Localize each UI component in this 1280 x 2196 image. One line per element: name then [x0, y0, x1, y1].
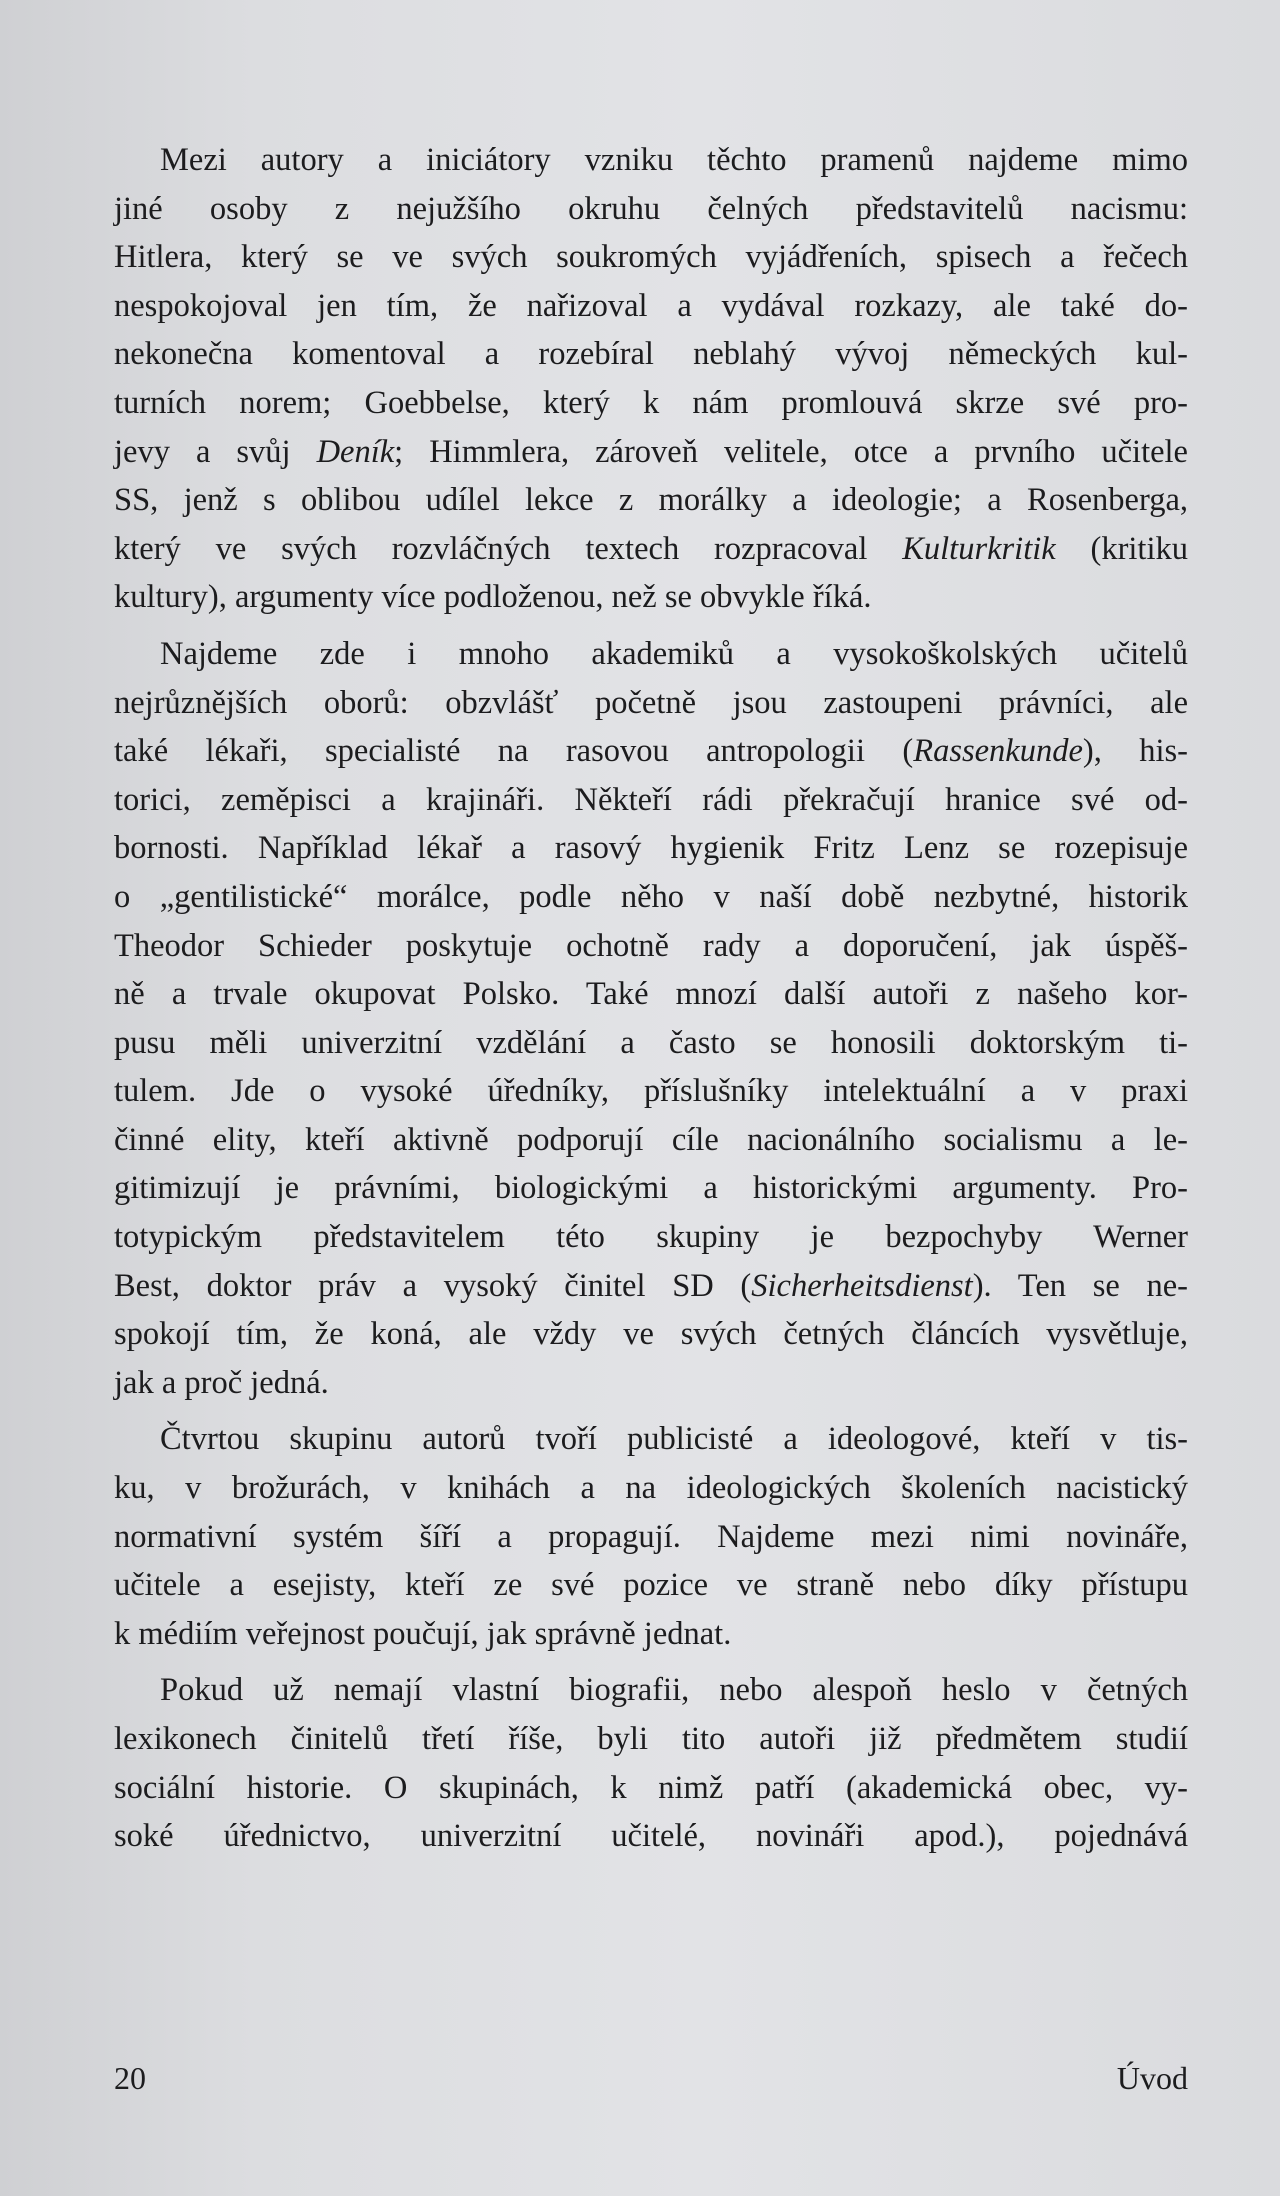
text-run: normativní systém šíří a propagují. Najdeme mezi nimi novináře, [114, 1518, 1188, 1555]
paragraph [114, 136, 1188, 622]
text-run: Theodor Schieder poskytuje ochotně rady a doporučení, jak úspěš- [114, 927, 1188, 964]
text-run: jak a proč jedná. [114, 1364, 329, 1401]
text-line [114, 1310, 1188, 1359]
text-line [114, 1359, 1188, 1408]
text-line [114, 136, 1188, 185]
paragraph [114, 1415, 1188, 1658]
text-line [114, 1764, 1188, 1813]
text-run: pusu měli univerzitní vzdělání a často se honosili doktorským ti- [114, 1024, 1188, 1061]
running-title: Úvod [1116, 2060, 1188, 2096]
text-line [114, 1213, 1188, 1262]
text-line [114, 1262, 1188, 1311]
text-run: lexikonech činitelů třetí říše, byli tito autoři již předmětem studií [114, 1721, 1188, 1757]
text-line [114, 1164, 1188, 1213]
body-text [114, 136, 1188, 1861]
text-run: Best, doktor práv a vysoký činitel SD ( [114, 1267, 752, 1304]
paragraph [114, 630, 1188, 1408]
text-line [114, 428, 1188, 477]
text-line [114, 1666, 1188, 1715]
text-line [114, 630, 1188, 679]
text-line [114, 922, 1188, 971]
text-run: torici, zeměpisci a krajináři. Někteří rádi překračují hranice své od- [114, 781, 1188, 818]
text-line [114, 1812, 1188, 1861]
text-run: činné elity, kteří aktivně podporují cíle nacionálního socialismu a le- [114, 1121, 1188, 1158]
text-line [114, 873, 1188, 922]
text-line [114, 1415, 1188, 1464]
text-run: turních norem; Goebbelse, který k nám promlouvá skrze své pro- [114, 384, 1188, 421]
text-line [114, 1513, 1188, 1562]
text-run: ku, v brožurách, v knihách a na ideologických školeních nacistický [114, 1470, 1188, 1507]
paragraph-gap [114, 1407, 1188, 1415]
text-run: ). Ten se ne- [972, 1267, 1188, 1304]
text-run: SS, jenž s oblibou udílel lekce z morálky a ideologie; a Rosenberga, [114, 482, 1188, 519]
text-run: kultury), argumenty více podloženou, než se obvykle říká. [114, 579, 872, 616]
paragraph-gap [114, 1658, 1188, 1666]
text-line [114, 727, 1188, 776]
text-line [114, 185, 1188, 234]
italic-term: Sicherheitsdienst [751, 1267, 973, 1304]
text-line [114, 1610, 1188, 1659]
text-run: spokojí tím, že koná, ale vždy ve svých četných článcích vysvětluje, [114, 1316, 1188, 1353]
text-run: ; Himmlera, zároveň velitele, otce a prvního učitele [394, 433, 1188, 470]
paragraph-gap [114, 622, 1188, 630]
text-run: jevy a svůj [114, 433, 317, 470]
text-run: Čtvrtou skupinu autorů tvoří publicisté a ideologové, kteří v tis- [160, 1421, 1188, 1458]
text-run: nespokojoval jen tím, že nařizoval a vydával rozkazy, ale také do- [114, 287, 1188, 324]
text-run: jiné osoby z nejužšího okruhu čelných představitelů nacismu: [114, 190, 1188, 227]
text-run: nejrůznějších oborů: obzvlášť početně jsou zastoupeni právníci, ale [114, 684, 1188, 721]
paragraph [114, 1666, 1188, 1860]
text-run: (kritiku [1055, 530, 1188, 567]
text-run: tulem. Jde o vysoké úředníky, příslušníky intelektuální a v praxi [114, 1073, 1188, 1110]
text-line [114, 282, 1188, 331]
text-run: totypickým představitelem této skupiny je bezpochyby Werner [114, 1219, 1188, 1256]
text-run: učitele a esejisty, kteří ze své pozice ve straně nebo díky přístupu [114, 1567, 1188, 1604]
text-run: bornosti. Například lékař a rasový hygienik Fritz Lenz se rozepisuje [114, 830, 1188, 867]
text-line [114, 1116, 1188, 1165]
text-run: Najdeme zde i mnoho akademiků a vysokoškolských učitelů [160, 635, 1188, 672]
text-line [114, 525, 1188, 574]
text-line [114, 824, 1188, 873]
text-run: soké úřednictvo, univerzitní učitelé, novináři apod.), pojednává [114, 1818, 1188, 1855]
text-run: který ve svých rozvláčných textech rozpracoval [114, 530, 903, 567]
text-line [114, 1464, 1188, 1513]
text-run: Pokud už nemají vlastní biografii, nebo alespoň heslo v četných [160, 1672, 1188, 1709]
text-run: Hitlera, který se ve svých soukromých vyjádřeních, spisech a řečech [114, 239, 1188, 276]
text-run: o „gentilistické“ morálce, podle něho v naší době nezbytné, historik [114, 878, 1188, 915]
text-run: k médiím veřejnost poučují, jak správně jednat. [114, 1615, 732, 1652]
text-run: nekonečna komentoval a rozebíral neblahý vývoj německých kul- [114, 336, 1188, 373]
text-line [114, 573, 1188, 622]
text-run: ), his- [1082, 733, 1188, 770]
text-run: také lékaři, specialisté na rasovou antropologii ( [114, 733, 914, 770]
text-line [114, 233, 1188, 282]
text-line [114, 379, 1188, 428]
italic-term: Kulturkritik [902, 530, 1056, 567]
italic-term: Rassenkunde [913, 733, 1083, 770]
text-run: sociální historie. O skupinách, k nimž patří (akademická obec, vy- [114, 1769, 1188, 1806]
text-line [114, 1067, 1188, 1116]
text-run: Mezi autory a iniciátory vzniku těchto pramenů najdeme mimo [160, 142, 1188, 178]
page-number: 20 [114, 2060, 146, 2096]
text-line [114, 776, 1188, 825]
text-line [114, 970, 1188, 1019]
text-line [114, 330, 1188, 379]
text-run: gitimizují je právními, biologickými a historickými argumenty. Pro- [114, 1170, 1188, 1207]
text-line [114, 1715, 1188, 1764]
text-line [114, 476, 1188, 525]
text-line [114, 1019, 1188, 1068]
text-line [114, 679, 1188, 728]
italic-term: Deník [316, 433, 395, 470]
text-run: ně a trvale okupovat Polsko. Také mnozí další autoři z našeho kor- [114, 976, 1188, 1013]
text-line [114, 1561, 1188, 1610]
